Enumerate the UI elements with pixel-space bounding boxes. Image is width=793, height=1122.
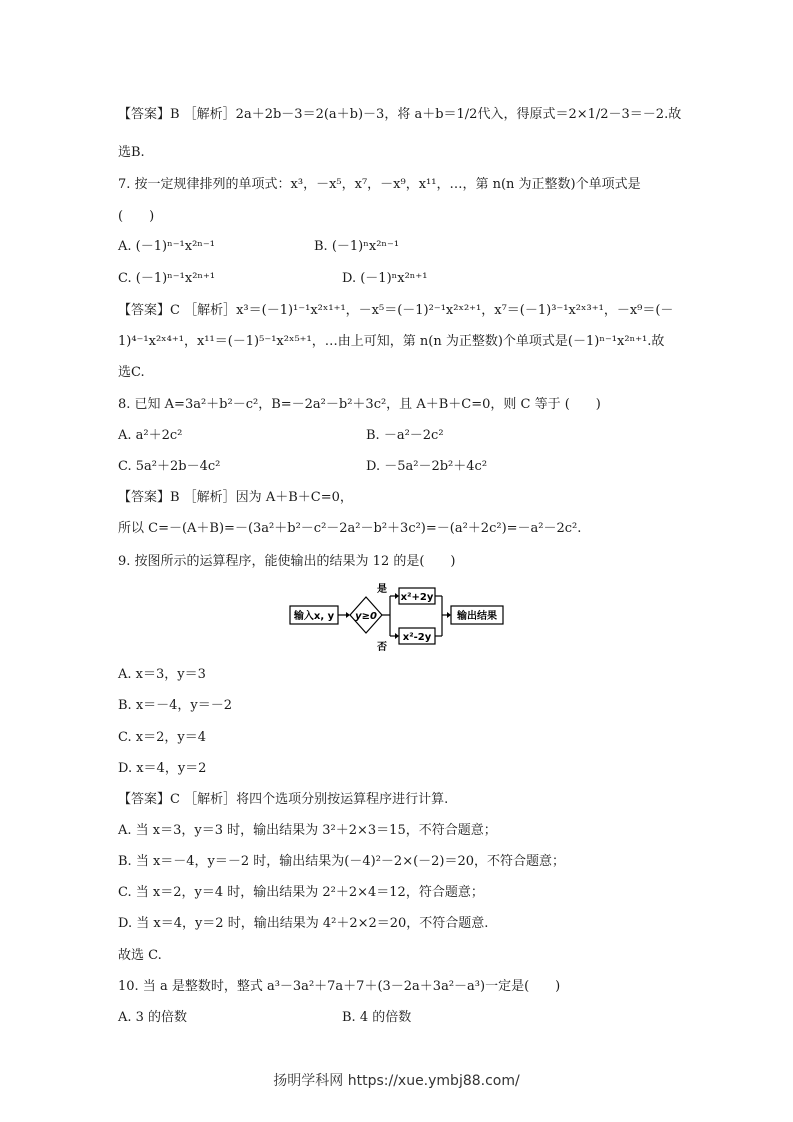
flowchart-yes-label: 是	[377, 584, 387, 595]
question-7-stem: 7. 按一定规律排列的单项式：x³，－x⁵，x⁷，－x⁹，x¹¹，…，第 n(n 为正整数)个单项式是	[118, 177, 641, 192]
q10-option-a: A. 3 的倍数	[118, 1010, 188, 1025]
q7-option-b: B. (－1)ⁿx²ⁿ⁻¹	[314, 239, 400, 254]
answer-9-conclusion: 故选 C.	[118, 948, 162, 963]
answer-6-line-2: 选B.	[118, 145, 145, 160]
question-8-stem: 8. 已知 A=3a²＋b²－c²，B=－2a²－b²＋3c²，且 A＋B＋C=0，则 C 等于 ( )	[118, 397, 601, 412]
q7-option-c: C. (－1)ⁿ⁻¹x²ⁿ⁺¹	[118, 271, 216, 286]
answer-8-line-1: 【答案】B ［解析］因为 A＋B＋C=0，	[118, 490, 353, 505]
flowchart-top-formula: x²+2y	[400, 592, 434, 603]
q9-option-b: B. x＝－4，y＝－2	[118, 698, 233, 713]
answer-7-line-3: 选C.	[118, 365, 145, 380]
q7-option-d: D. (－1)ⁿx²ⁿ⁺¹	[342, 271, 428, 286]
answer-9-step-c: C. 当 x＝2，y＝4 时，输出结果为 2²＋2×4＝12，符合题意；	[118, 885, 484, 900]
q9-option-c: C. x＝2，y＝4	[118, 730, 206, 745]
footer-watermark: 扬明学科网 https://xue.ymbj88.com/	[273, 1073, 520, 1089]
q8-option-d: D. －5a²－2b²＋4c²	[366, 459, 488, 474]
flowchart-diagram	[286, 580, 516, 660]
answer-9-step-a: A. 当 x＝3，y＝3 时，输出结果为 3²＋2×3＝15，不符合题意；	[118, 823, 497, 838]
answer-9-header: 【答案】C ［解析］将四个选项分别按运算程序进行计算.	[118, 792, 449, 807]
flowchart-input-label: 输入x, y	[293, 611, 335, 622]
q9-option-a: A. x＝3，y＝3	[118, 667, 206, 682]
answer-7-line-1: 【答案】C ［解析］x³＝(－1)¹⁻¹x²ˣ¹⁺¹，－x⁵＝(－1)²⁻¹x²ˣ²⁺¹，x⁷＝(－1)³⁻¹x²ˣ³⁺¹，－x⁹＝(－	[118, 303, 674, 318]
q9-option-d: D. x＝4，y＝2	[118, 761, 207, 776]
flowchart-bottom-formula: x²-2y	[402, 632, 432, 643]
answer-8-line-2: 所以 C=－(A＋B)=－(3a²＋b²－c²－2a²－b²＋3c²)=－(a²＋2c²)=－a²－2c².	[118, 521, 582, 536]
question-7-blank: ( )	[118, 209, 155, 224]
flowchart-condition-label: y≥0	[355, 611, 377, 622]
answer-7-line-2: 1)⁴⁻¹x²ˣ⁴⁺¹，x¹¹＝(－1)⁵⁻¹x²ˣ⁵⁺¹，…由上可知，第 n(n 为正整数)个单项式是(－1)ⁿ⁻¹x²ⁿ⁺¹.故	[118, 334, 665, 349]
answer-9-step-b: B. 当 x＝－4，y＝－2 时，输出结果为(－4)²－2×(－2)＝20，不符合题意；	[118, 854, 566, 869]
flowchart-yes-arrowhead	[395, 593, 399, 599]
answer-9-step-d: D. 当 x＝4，y＝2 时，输出结果为 4²＋2×2＝20，不符合题意.	[118, 916, 489, 931]
question-10-stem: 10. 当 a 是整数时，整式 a³－3a²＋7a＋7＋(3－2a＋3a²－a³)一定是( )	[118, 979, 561, 994]
q10-option-b: B. 4 的倍数	[342, 1010, 412, 1025]
q8-option-c: C. 5a²＋2b－4c²	[118, 459, 221, 474]
flowchart-no-label: 否	[377, 642, 387, 653]
flowchart-output-arrowhead	[447, 612, 451, 618]
flowchart-output-label: 输出结果	[457, 611, 497, 622]
q8-option-b: B. －a²－2c²	[366, 428, 444, 443]
flowchart-no-arrowhead	[395, 633, 399, 639]
q7-option-a: A. (－1)ⁿ⁻¹x²ⁿ⁻¹	[118, 239, 216, 254]
answer-6-line-1: 【答案】B ［解析］2a＋2b－3＝2(a＋b)－3，将 a＋b＝1/2代入，得原式＝2×1/2－3＝－2.故	[118, 107, 682, 122]
q8-option-a: A. a²＋2c²	[118, 428, 183, 443]
question-9-stem: 9. 按图所示的运算程序，能使输出的结果为 12 的是( )	[118, 554, 456, 569]
